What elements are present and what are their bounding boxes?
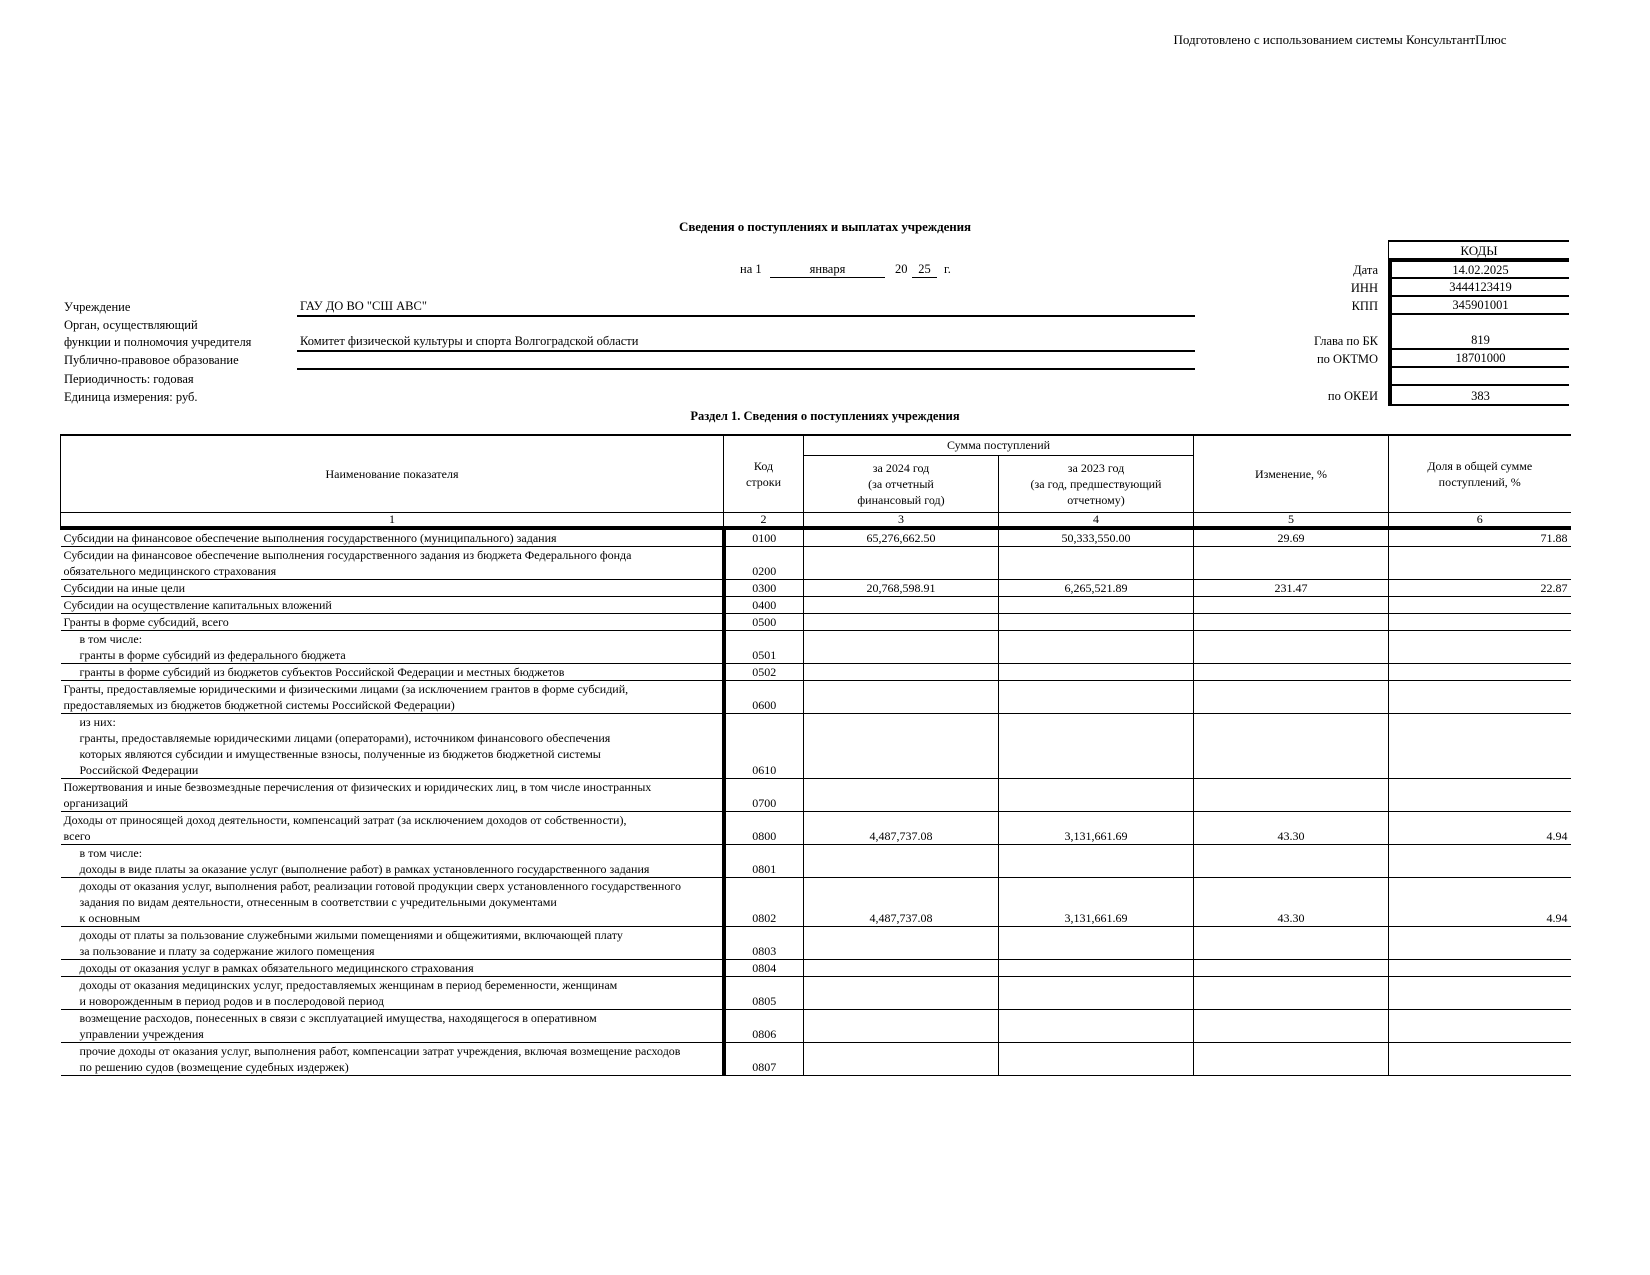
row-share-percent xyxy=(1389,778,1571,811)
row-name-line: Российской Федерации xyxy=(79,762,199,777)
row-name-line: всего xyxy=(63,828,91,843)
date-year-field: 25 xyxy=(912,262,937,278)
row-sum-2023 xyxy=(999,630,1194,663)
row-share-percent xyxy=(1389,713,1571,778)
code-label-kpp: КПП xyxy=(1351,299,1378,313)
row-change-percent xyxy=(1194,546,1389,579)
row-sum-2024 xyxy=(804,926,999,959)
row-code: 0610 xyxy=(724,713,804,778)
row-name-line: доходы от оказания услуг, выполнения работ, реализации готовой продукции сверх установленного государственного xyxy=(79,878,681,893)
row-sum-2023 xyxy=(999,1042,1194,1075)
row-change-percent xyxy=(1194,976,1389,1009)
row-name-line: Субсидии на финансовое обеспечение выполнения государственного (муниципального) задания xyxy=(63,530,557,545)
table-row xyxy=(61,1009,1571,1042)
founder-value: Комитет физической культуры и спорта Волгоградской области xyxy=(297,334,1195,352)
row-share-percent xyxy=(1389,959,1571,976)
row-share-percent xyxy=(1389,1009,1571,1042)
code-value-inn: 3444123419 xyxy=(1388,279,1569,297)
table-row xyxy=(61,713,1571,778)
codes-header: КОДЫ xyxy=(1388,240,1569,258)
table-row xyxy=(61,778,1571,811)
row-sum-2024 xyxy=(804,630,999,663)
row-sum-2023 xyxy=(999,680,1194,713)
row-code: 0100 xyxy=(724,528,804,547)
code-value-empty xyxy=(1388,368,1569,386)
row-share-percent xyxy=(1389,1042,1571,1075)
row-name-line: доходы от оказания медицинских услуг, предоставляемых женщинам в период беременности, женщинам xyxy=(79,977,618,992)
row-sum-2024 xyxy=(804,713,999,778)
row-name-line: гранты, предоставляемые юридическими лицами (операторами), источником финансового обеспечения xyxy=(79,730,611,745)
code-label-okei: по ОКЕИ xyxy=(1327,389,1378,403)
row-sum-2023 xyxy=(999,713,1194,778)
row-code: 0400 xyxy=(724,596,804,613)
code-value-glava-bk: 819 xyxy=(1388,315,1569,350)
row-sum-2023 xyxy=(999,959,1194,976)
row-code: 0803 xyxy=(724,926,804,959)
row-sum-2023: 50,333,550.00 xyxy=(999,528,1194,547)
table-row xyxy=(61,630,1571,663)
table-row xyxy=(61,877,1571,926)
row-share-percent xyxy=(1389,630,1571,663)
row-sum-2023: 3,131,661.69 xyxy=(999,877,1194,926)
table-row xyxy=(61,528,1571,547)
row-sum-2024 xyxy=(804,680,999,713)
column-number-5: 5 xyxy=(1194,512,1389,528)
row-name-line: в том числе: xyxy=(79,845,143,860)
row-sum-2024 xyxy=(804,844,999,877)
row-indicator-name xyxy=(61,959,724,976)
institution-label: Учреждение xyxy=(64,300,131,314)
row-sum-2023 xyxy=(999,844,1194,877)
header-sum-group: Сумма поступлений xyxy=(804,435,1194,455)
column-number-3: 3 xyxy=(804,512,999,528)
header-change: Изменение, % xyxy=(1194,435,1389,512)
column-number-4: 4 xyxy=(999,512,1194,528)
codes-block xyxy=(1388,240,1569,258)
code-value-date: 14.02.2025 xyxy=(1388,258,1569,279)
row-name-line: за пользование и плату за содержание жилого помещения xyxy=(79,943,375,958)
row-share-percent xyxy=(1389,844,1571,877)
row-name-line: из них: xyxy=(79,714,116,729)
row-change-percent: 43.30 xyxy=(1194,811,1389,844)
row-change-percent xyxy=(1194,596,1389,613)
row-sum-2024 xyxy=(804,1042,999,1075)
section-title: Раздел 1. Сведения о поступлениях учреждения xyxy=(690,409,960,423)
row-code: 0502 xyxy=(724,663,804,680)
row-name-line: Гранты в форме субсидий, всего xyxy=(63,614,229,629)
table-body xyxy=(61,528,1571,1076)
row-share-percent xyxy=(1389,663,1571,680)
table-row xyxy=(61,976,1571,1009)
row-sum-2024 xyxy=(804,959,999,976)
row-indicator-name xyxy=(61,926,724,959)
row-code: 0805 xyxy=(724,976,804,1009)
row-name-line: Пожертвования и иные безвозмездные перечисления от физических и юридических лиц, в том числе иностранных xyxy=(63,779,652,794)
row-code: 0800 xyxy=(724,811,804,844)
table-row xyxy=(61,613,1571,630)
row-indicator-name xyxy=(61,1042,724,1075)
row-name-line: по решению судов (возмещение судебных издержек) xyxy=(79,1059,349,1074)
row-indicator-name xyxy=(61,844,724,877)
row-sum-2023: 6,265,521.89 xyxy=(999,579,1194,596)
row-share-percent: 4.94 xyxy=(1389,877,1571,926)
public-entity-value xyxy=(297,353,1195,370)
row-sum-2024 xyxy=(804,663,999,680)
row-share-percent xyxy=(1389,613,1571,630)
row-code: 0600 xyxy=(724,680,804,713)
row-share-percent xyxy=(1389,976,1571,1009)
code-label-oktmo: по ОКТМО xyxy=(1316,352,1378,366)
table-row xyxy=(61,579,1571,596)
table-row xyxy=(61,663,1571,680)
row-code: 0802 xyxy=(724,877,804,926)
row-change-percent: 29.69 xyxy=(1194,528,1389,547)
table-row xyxy=(61,680,1571,713)
table-row xyxy=(61,926,1571,959)
row-sum-2024 xyxy=(804,596,999,613)
row-indicator-name xyxy=(61,680,724,713)
date-year-prefix: 20 xyxy=(895,262,908,276)
row-change-percent xyxy=(1194,959,1389,976)
date-month-field: января xyxy=(770,262,885,278)
row-code: 0700 xyxy=(724,778,804,811)
header-2023: за 2023 год (за год, предшествующий отчетному) xyxy=(999,455,1194,512)
header-share: Доля в общей сумме поступлений, % xyxy=(1389,435,1571,512)
row-share-percent: 22.87 xyxy=(1389,579,1571,596)
code-label-date: Дата xyxy=(1353,263,1378,277)
row-name-line: Субсидии на иные цели xyxy=(63,580,185,595)
row-name-line: Субсидии на финансовое обеспечение выполнения государственного задания из бюджета Федерального фонда xyxy=(63,547,632,562)
row-name-line: управлении учреждения xyxy=(79,1026,204,1041)
row-name-line: которых являются субсидии и имущественные взносы, полученные из бюджетов бюджетной системы xyxy=(79,746,601,761)
row-indicator-name xyxy=(61,976,724,1009)
table-row xyxy=(61,811,1571,844)
row-sum-2023 xyxy=(999,976,1194,1009)
row-name-line: организаций xyxy=(63,795,128,810)
row-share-percent xyxy=(1389,546,1571,579)
row-sum-2024 xyxy=(804,546,999,579)
column-number-1: 1 xyxy=(61,512,724,528)
row-change-percent xyxy=(1194,778,1389,811)
code-value-kpp: 345901001 xyxy=(1388,297,1569,315)
row-sum-2024 xyxy=(804,778,999,811)
row-share-percent xyxy=(1389,596,1571,613)
row-code: 0500 xyxy=(724,613,804,630)
row-sum-2024: 4,487,737.08 xyxy=(804,877,999,926)
row-code: 0804 xyxy=(724,959,804,976)
row-change-percent xyxy=(1194,663,1389,680)
row-code: 0200 xyxy=(724,546,804,579)
row-share-percent: 71.88 xyxy=(1389,528,1571,547)
code-value-okei: 383 xyxy=(1388,386,1569,406)
institution-value: ГАУ ДО ВО "СШ АВС" xyxy=(297,299,1195,317)
row-change-percent xyxy=(1194,926,1389,959)
unit-of-measure: Единица измерения: руб. xyxy=(64,390,198,404)
row-change-percent: 231.47 xyxy=(1194,579,1389,596)
row-indicator-name xyxy=(61,613,724,630)
row-sum-2023 xyxy=(999,596,1194,613)
row-name-line: гранты в форме субсидий из бюджетов субъектов Российской Федерации и местных бюджетов xyxy=(79,664,565,679)
row-sum-2023 xyxy=(999,613,1194,630)
header-code: Код строки xyxy=(724,435,804,512)
row-indicator-name xyxy=(61,811,724,844)
row-indicator-name xyxy=(61,528,724,547)
column-number-2: 2 xyxy=(724,512,804,528)
row-change-percent xyxy=(1194,844,1389,877)
row-indicator-name xyxy=(61,596,724,613)
row-code: 0801 xyxy=(724,844,804,877)
periodicity: Периодичность: годовая xyxy=(64,372,194,386)
row-change-percent xyxy=(1194,1009,1389,1042)
header-name: Наименование показателя xyxy=(61,435,724,512)
row-indicator-name xyxy=(61,546,724,579)
row-name-line: и новорожденным в период родов и в послеродовой период xyxy=(79,993,385,1008)
row-sum-2024: 4,487,737.08 xyxy=(804,811,999,844)
row-code: 0807 xyxy=(724,1042,804,1075)
row-indicator-name xyxy=(61,579,724,596)
receipts-table xyxy=(60,434,1571,1076)
row-sum-2024 xyxy=(804,613,999,630)
row-sum-2024: 65,276,662.50 xyxy=(804,528,999,547)
table-row xyxy=(61,596,1571,613)
row-sum-2023 xyxy=(999,926,1194,959)
row-name-line: обязательного медицинского страхования xyxy=(63,563,277,578)
row-indicator-name xyxy=(61,663,724,680)
table-row xyxy=(61,1042,1571,1075)
code-label-inn: ИНН xyxy=(1350,281,1378,295)
date-suffix: г. xyxy=(944,262,951,276)
row-indicator-name xyxy=(61,630,724,663)
document-title: Сведения о поступлениях и выплатах учреждения xyxy=(679,219,971,234)
row-change-percent xyxy=(1194,630,1389,663)
row-indicator-name xyxy=(61,778,724,811)
row-indicator-name xyxy=(61,1009,724,1042)
row-change-percent xyxy=(1194,613,1389,630)
row-code: 0501 xyxy=(724,630,804,663)
founder-label-line2: функции и полномочия учредителя xyxy=(64,335,252,349)
row-sum-2024: 20,768,598.91 xyxy=(804,579,999,596)
row-name-line: Гранты, предоставляемые юридическими и физическими лицами (за исключением грантов в форме субсидий, xyxy=(63,681,629,696)
table-row xyxy=(61,959,1571,976)
row-sum-2023 xyxy=(999,546,1194,579)
row-name-line: доходы от платы за пользование служебными жилыми помещениями и общежитиями, включающей плату xyxy=(79,927,623,942)
date-prefix: на 1 xyxy=(740,262,762,276)
table-row xyxy=(61,546,1571,579)
header-2024: за 2024 год (за отчетный финансовый год) xyxy=(804,455,999,512)
row-change-percent xyxy=(1194,1042,1389,1075)
row-sum-2023: 3,131,661.69 xyxy=(999,811,1194,844)
row-name-line: прочие доходы от оказания услуг, выполнения работ, компенсации затрат учреждения, включая возмещение расходов xyxy=(79,1043,681,1058)
row-share-percent xyxy=(1389,680,1571,713)
row-name-line: возмещение расходов, понесенных в связи с эксплуатацией имущества, находящегося в оперативном xyxy=(79,1010,597,1025)
founder-label-line1: Орган, осуществляющий xyxy=(64,318,198,332)
row-name-line: предоставляемых из бюджетов бюджетной системы Российской Федерации) xyxy=(63,697,455,712)
row-change-percent xyxy=(1194,713,1389,778)
row-name-line: задания по видам деятельности, отнесенным в соответствии с учредительными документами xyxy=(79,894,557,909)
row-indicator-name xyxy=(61,877,724,926)
row-code: 0300 xyxy=(724,579,804,596)
row-name-line: в том числе: xyxy=(79,631,143,646)
row-share-percent: 4.94 xyxy=(1389,811,1571,844)
row-change-percent xyxy=(1194,680,1389,713)
row-share-percent xyxy=(1389,926,1571,959)
row-sum-2023 xyxy=(999,663,1194,680)
prepared-with-note: Подготовлено с использованием системы КонсультантПлюс xyxy=(1173,32,1507,47)
row-sum-2023 xyxy=(999,1009,1194,1042)
row-sum-2024 xyxy=(804,976,999,1009)
public-entity-label: Публично-правовое образование xyxy=(64,353,239,367)
row-code: 0806 xyxy=(724,1009,804,1042)
row-change-percent: 43.30 xyxy=(1194,877,1389,926)
row-name-line: доходы в виде платы за оказание услуг (выполнение работ) в рамках установленного государственного задания xyxy=(79,861,650,876)
code-value-oktmo: 18701000 xyxy=(1388,350,1569,368)
code-label-glava-bk: Глава по БК xyxy=(1313,334,1378,348)
row-name-line: к основным xyxy=(79,910,141,925)
row-name-line: Субсидии на осуществление капитальных вложений xyxy=(63,597,332,612)
column-number-6: 6 xyxy=(1389,512,1571,528)
row-name-line: доходы от оказания услуг в рамках обязательного медицинского страхования xyxy=(79,960,474,975)
row-name-line: Доходы от приносящей доход деятельности, компенсаций затрат (за исключением доходов от собственности), xyxy=(63,812,627,827)
table-row xyxy=(61,844,1571,877)
row-name-line: гранты в форме субсидий из федерального бюджета xyxy=(79,647,346,662)
row-sum-2024 xyxy=(804,1009,999,1042)
row-sum-2023 xyxy=(999,778,1194,811)
row-indicator-name xyxy=(61,713,724,778)
